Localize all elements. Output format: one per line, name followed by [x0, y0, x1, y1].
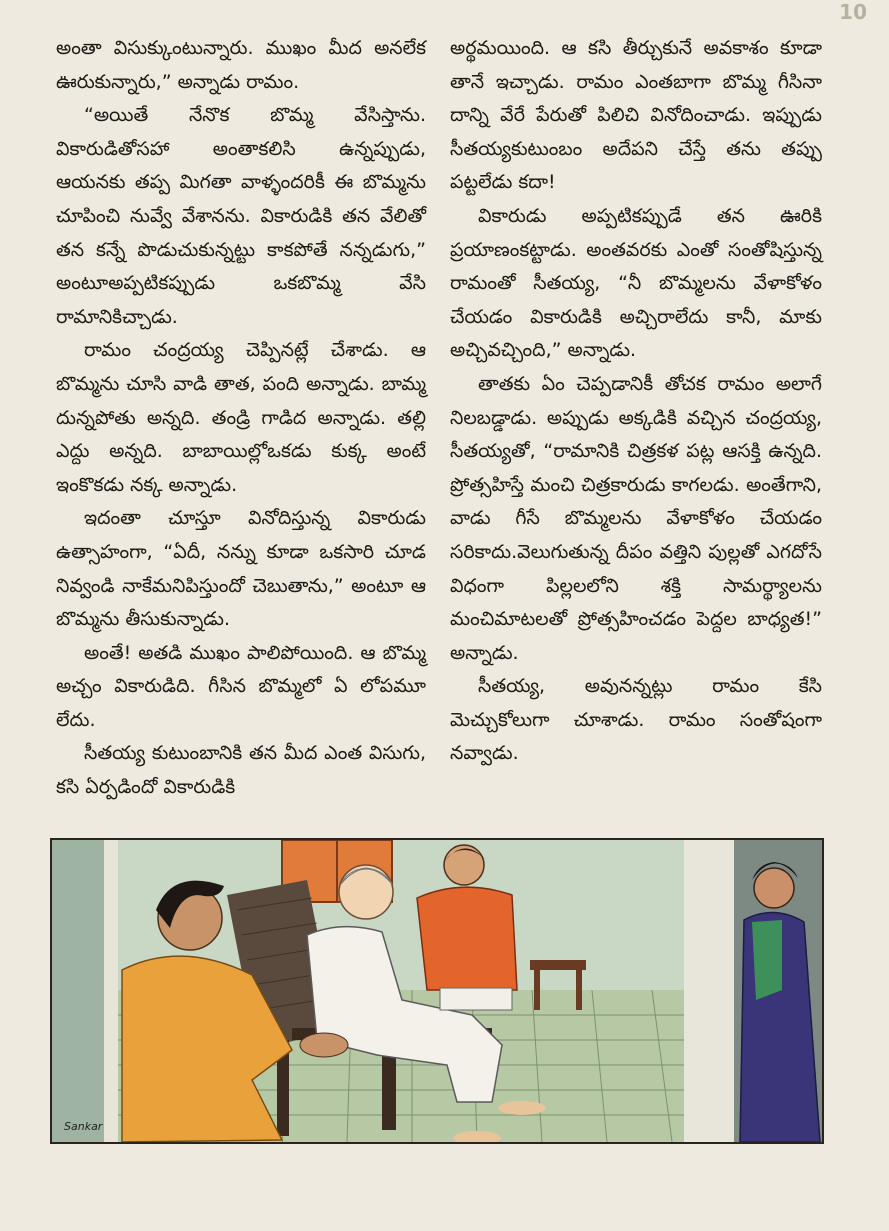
paragraph: “అయితే నేనొక బొమ్మ వేసిస్తాను. వికారుడితోసహా అంతాకలిసి ఉన్నప్పుడు, ఆయనకు తప్ప మిగతా వాళ్ళందరికీ ఈ బొమ్మను చూపించి నువ్వే వేశానను. వికారుడికి తన వేలితో తన కన్నే పొడుచుకున్నట్టు కాకపోతే నన్నడుగు,” అంటూఅప్పటికప్పుడు ఒకబొమ్మ వేసి రామానికిచ్చాడు.	[56, 104, 426, 328]
left-text-column	[56, 32, 426, 805]
page-number: 10	[839, 0, 867, 24]
paragraph: సీతయ్య కుటుంబానికి తన మీద ఎంత విసుగు, కసి ఏర్పడిందో వికారుడికి	[56, 742, 426, 799]
story-illustration	[50, 838, 824, 1144]
paragraph: అంతా విసుక్కుంటున్నారు. ముఖం మీద అనలేక ఊరుకున్నారు,” అన్నాడు రామం.	[56, 37, 426, 93]
paragraph: సీతయ్య, అవునన్నట్లు రామం కేసి మెచ్చుకోలుగా చూశాడు. రామం సంతోషంగా నవ్వాడు.	[450, 675, 822, 765]
paragraph: వికారుడు అప్పటికప్పుడే తన ఊరికి ప్రయాణంకట్టాడు. అంతవరకు ఎంతో సంతోషిస్తున్న రామంతో సీతయ్య, “నీ బొమ్మలను వేళాకోళం చేయడం వికారుడికి అచ్చిరాలేదు కానీ, మాకు అచ్చివచ్చింది,” అన్నాడు.	[450, 204, 822, 362]
paragraph: తాతకు ఏం చెప్పడానికీ తోచక రామం అలాగే నిలబడ్డాడు. అప్పుడు అక్కడికి వచ్చిన చంద్రయ్య, సీతయ్యతో, “రామానికి చిత్రకళ పట్ల ఆసక్తి ఉన్నది. ప్రోత్సహిస్తే మంచి చిత్రకారుడు కాగలడు. అంతేగాని, వాడు గీసే బొమ్మలను వేళాకోళం చేయడం సరికాదు.వెలుగుతున్న దీపం వత్తిని పుల్లతో ఎగదోసే విధంగా పిల్లలలోని శక్తి సామర్థ్యాలను మంచిమాటలతో ప్రోత్సహించడం పెద్దల బాధ్యత!” అన్నాడు.	[450, 372, 822, 664]
artist-signature: Sankar	[64, 1120, 103, 1133]
right-text-column	[450, 32, 822, 771]
paragraph: రామం చంద్రయ్య చెప్పినట్లే చేశాడు. ఆ బొమ్మను చూసి వాడి తాత, పంది అన్నాడు. బామ్మ దున్నపోతు అన్నది. తండ్రి గాడిద అన్నాడు. తల్లి ఎద్దు అన్నది. బాబాయిల్లోఒకడు కుక్క అంటే ఇంకొకడు నక్క అన్నాడు.	[56, 339, 426, 496]
paragraph: అర్థమయింది. ఆ కసి తీర్చుకునే అవకాశం కూడా తానే ఇచ్చాడు. రామం ఎంతబాగా బొమ్మ గీసినా దాన్ని వేరే పేరుతో పిలిచి వినోదించాడు. ఇప్పుడు సీతయ్యకుటుంబం అదేపని చేస్తే తను తప్పు పట్టలేడు కదా!	[450, 37, 822, 194]
illustration-scene	[52, 840, 822, 1142]
paragraph: అంతే! అతడి ముఖం పాలిపోయింది. ఆ బొమ్మ అచ్చం వికారుడిది. గీసిన బొమ్మలో ఏ లోపమూ లేదు.	[56, 641, 426, 731]
paragraph: ఇదంతా చూస్తూ వినోదిస్తున్న వికారుడు ఉత్సాహంగా, “ఏదీ, నన్ను కూడా ఒకసారి చూడ నివ్వండి నాకేమనిపిస్తుందో చెబుతాను,” అంటూ ఆ బొమ్మను తీసుకున్నాడు.	[56, 507, 426, 631]
